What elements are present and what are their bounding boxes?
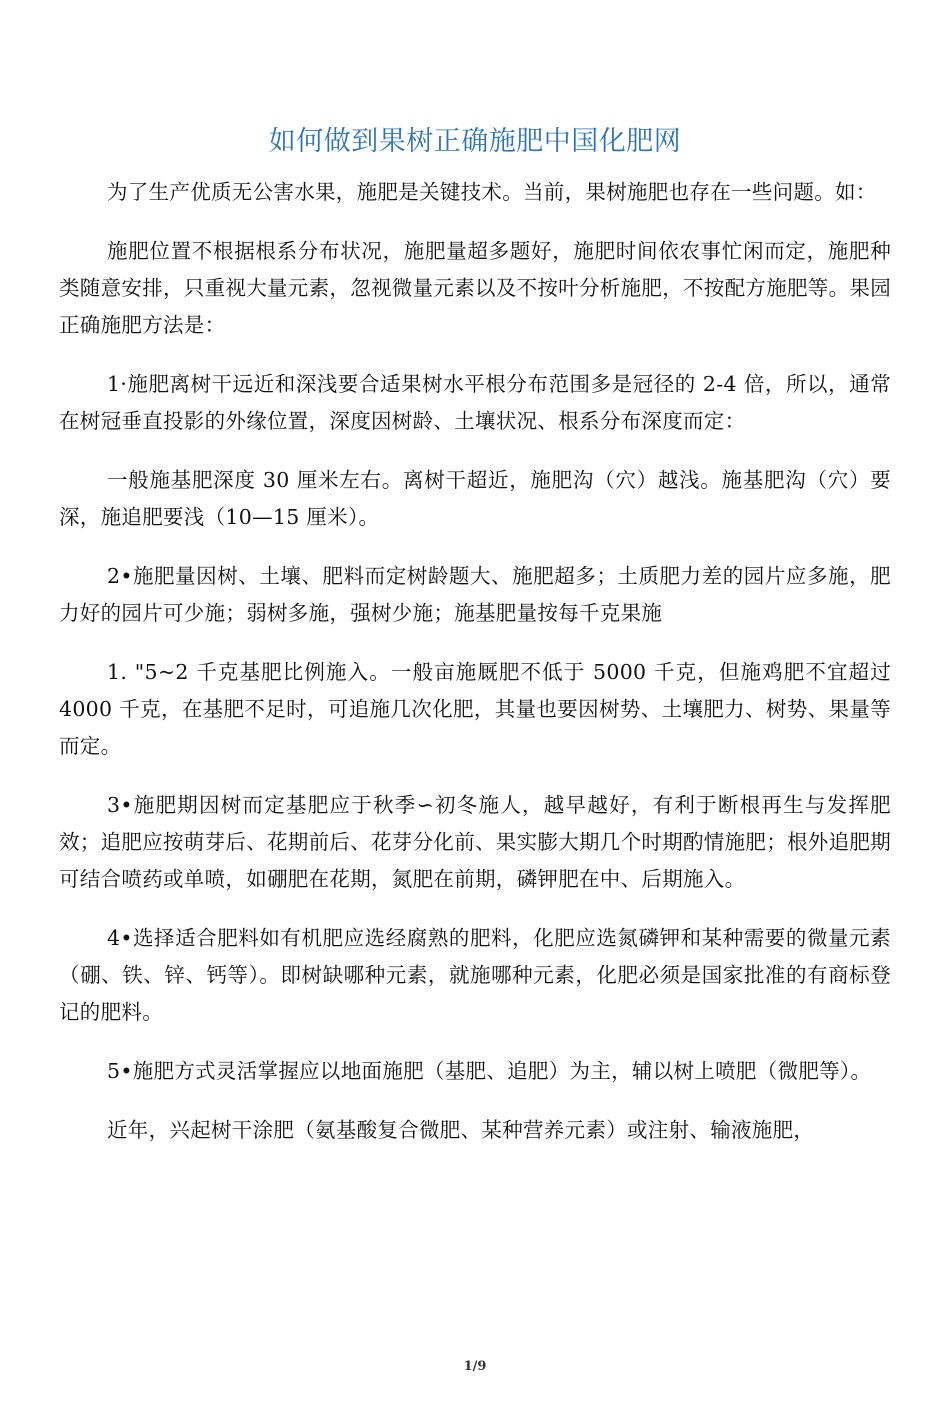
paragraph-point-4: 4•选择适合肥料如有机肥应选经腐熟的肥料，化肥应选氮磷钾和某种需要的微量元素（硼、铁、锌、钙等）。即树缺哪种元素，就施哪种元素，化肥必须是国家批准的有商标登记的肥料。 (59, 926, 891, 1024)
paragraph-problems: 施肥位置不根据根系分布状况，施肥量超多题好，施肥时间依农事忙闲而定，施肥种类随意安排，只重视大量元素，忽视微量元素以及不按叶分析施肥，不按配方施肥等。果园正确施肥方法是： (59, 239, 891, 337)
paragraph-recent: 近年，兴起树干涂肥（氨基酸复合微肥、某种营养元素）或注射、输液施肥， (107, 1118, 815, 1142)
paragraph-amount: 1. "5~2 千克基肥比例施入。一般亩施厩肥不低于 5000 千克，但施鸡肥不宜超过 4000 千克，在基肥不足时，可追施几次化肥，其量也要因树势、土壤肥力、树势、果量等而定。 (59, 660, 891, 758)
document-body (59, 174, 891, 1171)
paragraph-point-5: 5•施肥方式灵活掌握应以地面施肥（基肥、追肥）为主，辅以树上喷肥（微肥等）。 (107, 1059, 872, 1083)
paragraph-point-2: 2•施肥量因树、土壤、肥料而定树龄题大、施肥超多；土质肥力差的园片应多施，肥力好的园片可少施；弱树多施，强树少施；施基肥量按每千克果施 (59, 564, 891, 625)
paragraph-intro: 为了生产优质无公害水果，施肥是关键技术。当前，果树施肥也存在一些问题。如： (107, 180, 877, 204)
paragraph-point-1: 1·施肥离树干远近和深浅要合适果树水平根分布范围多是冠径的 2-4 倍，所以，通常在树冠垂直投影的外缘位置，深度因树龄、土壤状况、根系分布深度而定： (59, 372, 891, 433)
paragraph-point-3: 3•施肥期因树而定基肥应于秋季∽初冬施人，越早越好，有利于断根再生与发挥肥效；追肥应按萌芽后、花期前后、花芽分化前、果实膨大期几个时期酌情施肥；根外追肥期可结合喷药或单喷，如硼肥在花期，氮肥在前期，磷钾肥在中、后期施入。 (59, 793, 891, 891)
page-number: 1/9 (463, 1359, 487, 1374)
paragraph-depth: 一般施基肥深度 30 厘米左右。离树干超近，施肥沟（穴）越浅。施基肥沟（穴）要深，施追肥要浅（10—15 厘米）。 (59, 468, 891, 529)
document-title: 如何做到果树正确施肥中国化肥网 (268, 126, 682, 157)
